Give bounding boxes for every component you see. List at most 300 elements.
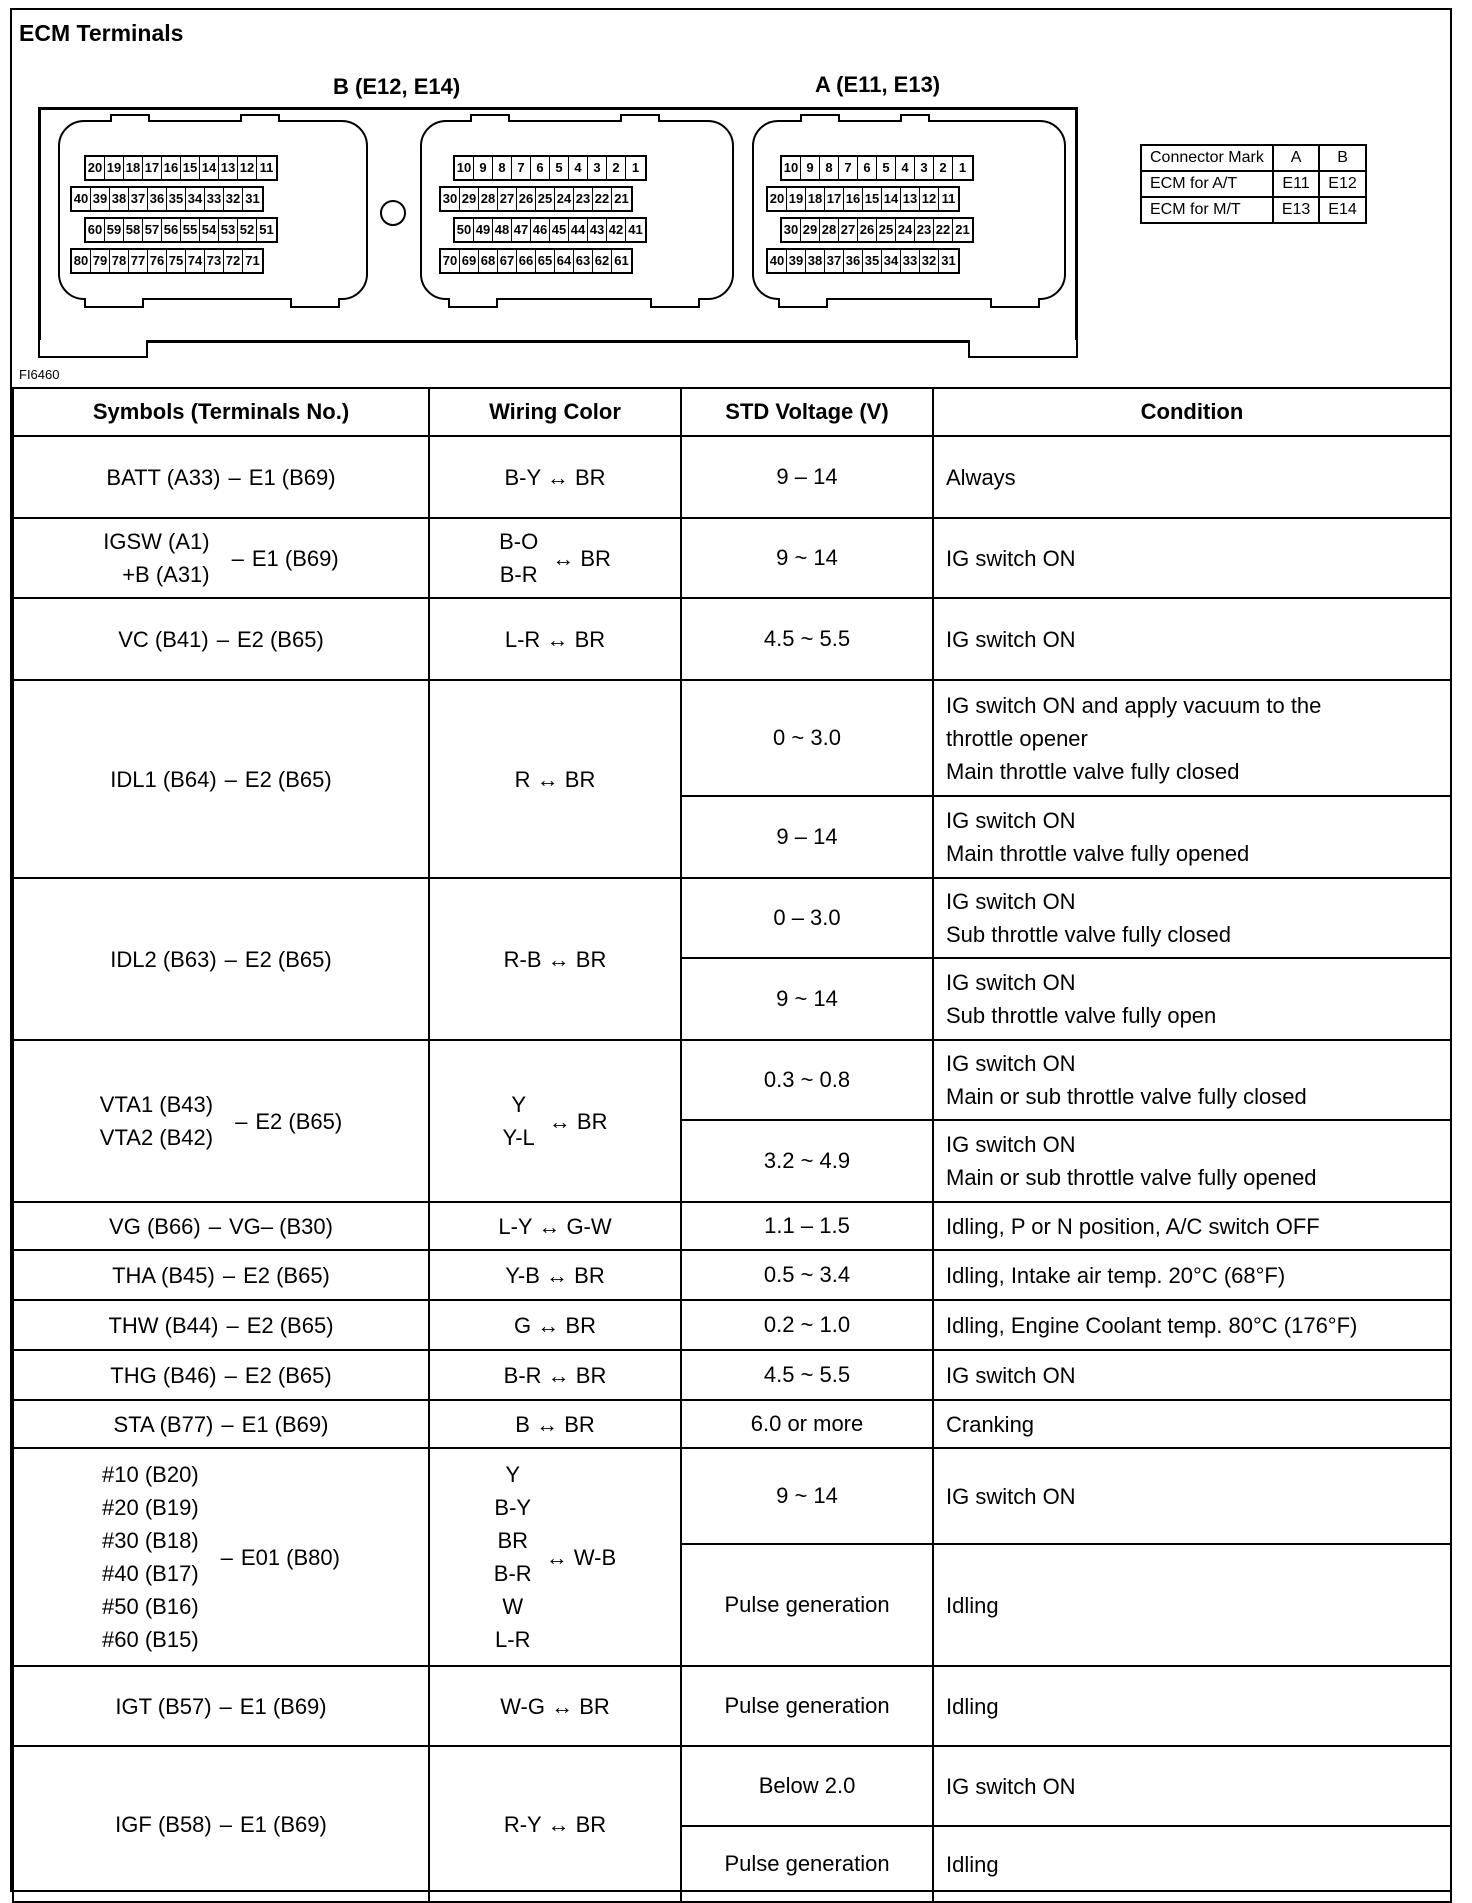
terminal-symbol: STA (B77): [113, 1411, 214, 1437]
pin: 27: [839, 219, 858, 241]
condition-line: IG switch ON: [946, 1132, 1076, 1157]
ground-symbol: E2 (B65): [244, 946, 332, 972]
wire-cell: [429, 1448, 681, 1666]
pin: 2: [934, 157, 953, 179]
wire-color: B-Y: [494, 1495, 532, 1520]
wire-color: BR: [564, 1411, 595, 1437]
connector-mid-row1: [453, 155, 647, 181]
condition-cell: Idling: [933, 1544, 1451, 1666]
pin: 28: [479, 188, 498, 210]
pin: 59: [105, 219, 124, 241]
table-row: [13, 1666, 1451, 1746]
terminal-symbol: IDL2 (B63): [110, 946, 217, 972]
pin: 39: [91, 188, 110, 210]
voltage-cell: 9 – 14: [681, 436, 933, 518]
pin: 30: [782, 219, 801, 241]
terminal-symbol: VTA2 (B42): [99, 1125, 214, 1150]
dash: –: [224, 766, 237, 792]
wire-color: BR: [497, 1528, 529, 1553]
wire-color: L-R: [504, 626, 541, 652]
pin: 7: [839, 157, 858, 179]
condition-cell: IG switch ON: [933, 598, 1451, 680]
terminal-symbol: #20 (B19): [102, 1495, 199, 1520]
terminal-symbol: BATT (A33): [106, 464, 221, 490]
table-row: [13, 598, 1451, 680]
pin: 7: [512, 157, 531, 179]
dash: –: [219, 1811, 232, 1837]
pin: 41: [628, 222, 643, 237]
wire-cell: [429, 1746, 681, 1902]
ground-symbol: E01 (B80): [240, 1544, 340, 1570]
condition-line: IG switch ON: [946, 889, 1076, 914]
mark-header: A: [1273, 145, 1319, 171]
pin: 11: [259, 160, 274, 175]
dash: –: [208, 1213, 221, 1239]
terminal-symbol: THA (B45): [112, 1262, 215, 1288]
condition-cell: [933, 1120, 1451, 1202]
arrow-icon: ↔: [536, 766, 559, 792]
terminal-symbol: #50 (B16): [102, 1594, 199, 1619]
wire-color: Y: [511, 1092, 526, 1117]
voltage-cell: 6.0 or more: [681, 1400, 933, 1448]
table-row: [13, 1448, 1451, 1544]
foot: [778, 298, 828, 308]
pin: 77: [129, 250, 148, 272]
terminal-symbol: IGF (B58): [115, 1811, 212, 1837]
pin: 80: [72, 250, 91, 272]
table-row: [13, 1400, 1451, 1448]
symbol-cell: [13, 878, 429, 1040]
wire-color: B-R: [503, 1362, 542, 1388]
ecm-foot-right: [968, 340, 1078, 358]
latch: [800, 114, 840, 122]
ground-symbol: VG– (B30): [229, 1213, 333, 1239]
table-row: [13, 518, 1451, 598]
connector-mid-row4: [439, 248, 633, 274]
ecm-foot-left: [38, 340, 148, 358]
wire-color: W-G: [500, 1693, 545, 1719]
voltage-cell: 4.5 ~ 5.5: [681, 1350, 933, 1400]
condition-cell: [933, 878, 1451, 958]
pin: 43: [588, 219, 607, 241]
pin: 63: [574, 250, 593, 272]
terminal-symbol: THW (B44): [108, 1312, 219, 1338]
pin: 5: [877, 157, 896, 179]
symbol-cell: [13, 598, 429, 680]
arrow-icon: ↔: [545, 1544, 568, 1570]
ground-symbol: E2 (B65): [236, 626, 324, 652]
pin: 72: [224, 250, 243, 272]
table-row: [13, 1202, 1451, 1250]
wire-cell: [429, 1666, 681, 1746]
foot: [990, 298, 1040, 308]
pin: 14: [882, 188, 901, 210]
wire-color: R-Y: [503, 1811, 542, 1837]
wire-color: W: [502, 1594, 524, 1619]
pin: 31: [245, 191, 260, 206]
wire-color: B-R: [493, 1561, 532, 1586]
arrow-icon: ↔: [546, 626, 569, 652]
pin: 1: [631, 160, 640, 175]
wire-color: R-B: [503, 946, 542, 972]
wire-cell: [429, 878, 681, 1040]
table-row: [13, 878, 1451, 958]
condition-cell: [933, 958, 1451, 1040]
terminal-symbol: #40 (B17): [102, 1561, 199, 1586]
voltage-cell: Pulse generation: [681, 1826, 933, 1902]
pin: 54: [200, 219, 219, 241]
symbol-cell: [13, 1250, 429, 1300]
pin: 8: [820, 157, 839, 179]
ground-symbol: E2 (B65): [244, 1362, 332, 1388]
pin: 20: [86, 157, 105, 179]
arrow-icon: ↔: [536, 1411, 559, 1437]
ground-symbol: E1 (B69): [239, 1693, 327, 1719]
voltage-cell: 9 – 14: [681, 796, 933, 878]
wire-color: BR: [574, 1262, 605, 1288]
connector-b-row2: [70, 186, 264, 212]
symbol-cell: [13, 1746, 429, 1902]
pin: 21: [614, 191, 629, 206]
dash: –: [226, 1312, 239, 1338]
condition-line: throttle opener: [946, 725, 1088, 751]
voltage-cell: 0 ~ 3.0: [681, 680, 933, 796]
pin: 9: [801, 157, 820, 179]
condition-cell: Idling, Intake air temp. 20°C (68°F): [933, 1250, 1451, 1300]
pin: 32: [224, 188, 243, 210]
dash: –: [222, 1262, 236, 1288]
pin: 65: [536, 250, 555, 272]
pin: 26: [858, 219, 877, 241]
pin: 22: [593, 188, 612, 210]
wire-color: G: [514, 1312, 532, 1338]
pin: 10: [455, 157, 474, 179]
pin: 29: [460, 188, 479, 210]
pin: 27: [498, 188, 517, 210]
arrow-icon: ↔: [538, 1213, 561, 1239]
pin: 31: [941, 253, 956, 268]
latch: [470, 114, 510, 122]
pin: 73: [205, 250, 224, 272]
pin: 19: [787, 188, 806, 210]
table-row: [13, 1250, 1451, 1300]
terminal-symbol: VTA1 (B43): [99, 1092, 214, 1117]
wire-color: B-Y: [504, 464, 541, 490]
ground-symbol: E1 (B69): [241, 1411, 329, 1437]
table-row: [13, 680, 1451, 796]
mark-cell: E11: [1273, 171, 1319, 197]
pin: 17: [825, 188, 844, 210]
latch: [110, 114, 150, 122]
pin: 14: [200, 157, 219, 179]
terminal-symbol: #30 (B18): [102, 1528, 199, 1553]
pin: 42: [607, 219, 626, 241]
pin: 37: [825, 250, 844, 272]
condition-line: Main or sub throttle valve fully closed: [946, 1084, 1307, 1109]
col-header-voltage: STD Voltage (V): [681, 388, 933, 436]
wire-cell: [429, 1040, 681, 1202]
pin: 16: [162, 157, 181, 179]
connector-a-row2: [766, 186, 960, 212]
section-title: ECM Terminals: [19, 20, 184, 46]
wire-color: BR: [575, 946, 607, 972]
ground-symbol: E2 (B65): [246, 1312, 334, 1338]
pin: 16: [844, 188, 863, 210]
symbol-cell: [13, 1448, 429, 1666]
condition-cell: [933, 1040, 1451, 1120]
pin: 17: [143, 157, 162, 179]
condition-line: Sub throttle valve fully open: [946, 1003, 1217, 1028]
pin: 33: [205, 188, 224, 210]
pin: 22: [934, 219, 953, 241]
connector-b-row3: [84, 217, 278, 243]
wire-color: BR: [574, 464, 606, 490]
pin: 9: [474, 157, 493, 179]
pin: 40: [72, 188, 91, 210]
pin: 23: [574, 188, 593, 210]
wire-color: B-R: [499, 562, 538, 587]
symbol-cell: [13, 436, 429, 518]
pin: 46: [531, 219, 550, 241]
dash: –: [224, 946, 237, 972]
table-row: [13, 1040, 1451, 1120]
pin: 15: [181, 157, 200, 179]
voltage-cell: 3.2 ~ 4.9: [681, 1120, 933, 1202]
pin: 37: [129, 188, 148, 210]
pin: 29: [801, 219, 820, 241]
terminal-symbol: VG (B66): [109, 1213, 201, 1239]
pin: 52: [238, 219, 257, 241]
pin: 12: [920, 188, 939, 210]
pin: 51: [259, 222, 274, 237]
dash: –: [231, 545, 244, 571]
pin: 66: [517, 250, 536, 272]
condition-line: IG switch ON: [946, 808, 1076, 833]
pin: 35: [167, 188, 186, 210]
table-row: [13, 1350, 1451, 1400]
wire-color: B-O: [499, 529, 539, 554]
pin: 36: [844, 250, 863, 272]
pin: 34: [186, 188, 205, 210]
mark-header: Connector Mark: [1141, 145, 1273, 171]
condition-cell: Idling, Engine Coolant temp. 80°C (176°F): [933, 1300, 1451, 1350]
terminal-symbol: +B (A31): [122, 562, 210, 587]
connector-a-row3: [780, 217, 974, 243]
condition-line: Main throttle valve fully opened: [946, 841, 1250, 866]
pin: 25: [536, 188, 555, 210]
pin: 68: [479, 250, 498, 272]
ground-symbol: E2 (B65): [255, 1108, 343, 1134]
figure-code: FI6460: [19, 367, 60, 382]
ground-symbol: E1 (B69): [248, 464, 336, 490]
wire-color: R: [514, 766, 531, 792]
symbol-cell: [13, 1666, 429, 1746]
pin: 78: [110, 250, 129, 272]
arrow-icon: ↔: [546, 464, 569, 490]
pin: 38: [110, 188, 129, 210]
condition-cell: [933, 796, 1451, 878]
voltage-cell: 9 ~ 14: [681, 958, 933, 1040]
pin: 3: [588, 157, 607, 179]
pin: 64: [555, 250, 574, 272]
symbol-cell: [13, 1040, 429, 1202]
foot: [84, 298, 144, 308]
pin: 30: [441, 188, 460, 210]
connector-a-row4: [766, 248, 960, 274]
condition-cell: Cranking: [933, 1400, 1451, 1448]
wire-color: W-B: [573, 1544, 617, 1570]
pin: 35: [863, 250, 882, 272]
terminal-symbol: IGSW (A1): [103, 529, 210, 554]
pin: 24: [555, 188, 574, 210]
dash: –: [219, 1693, 232, 1719]
pin: 69: [460, 250, 479, 272]
wire-cell: [429, 518, 681, 598]
pin: 45: [550, 219, 569, 241]
terminal-symbol: IGT (B57): [115, 1693, 212, 1719]
wire-color: BR: [579, 1693, 610, 1719]
condition-cell: Idling, P or N position, A/C switch OFF: [933, 1202, 1451, 1250]
pin: 20: [768, 188, 787, 210]
symbol-cell: [13, 1300, 429, 1350]
symbol-cell: [13, 1400, 429, 1448]
connector-a-label: A (E11, E13): [815, 72, 941, 97]
pin: 10: [782, 157, 801, 179]
dash: –: [224, 1362, 237, 1388]
ground-symbol: E1 (B69): [240, 1811, 327, 1837]
ground-symbol: E2 (B65): [243, 1262, 330, 1288]
pin: 19: [105, 157, 124, 179]
wire-color: B: [515, 1411, 530, 1437]
terminal-symbol: #60 (B15): [102, 1627, 199, 1652]
arrow-icon: ↔: [537, 1312, 560, 1338]
pin: 79: [91, 250, 110, 272]
pin: 18: [124, 157, 143, 179]
arrow-icon: ↔: [547, 1811, 570, 1837]
ground-symbol: E2 (B65): [244, 766, 332, 792]
foot: [650, 298, 700, 308]
symbol-cell: [13, 1202, 429, 1250]
wire-cell: [429, 1400, 681, 1448]
pin: 13: [219, 157, 238, 179]
pin: 26: [517, 188, 536, 210]
wire-color: G-W: [566, 1213, 612, 1239]
condition-cell: Idling: [933, 1826, 1451, 1902]
wire-color: BR: [580, 545, 611, 571]
pin: 28: [820, 219, 839, 241]
connector-mid-row2: [439, 186, 633, 212]
connector-b-row4: [70, 248, 264, 274]
pin: 40: [768, 250, 787, 272]
arrow-icon: ↔: [547, 946, 570, 972]
mark-cell: ECM for M/T: [1141, 197, 1273, 223]
voltage-cell: Pulse generation: [681, 1666, 933, 1746]
pin: 67: [498, 250, 517, 272]
wire-cell: [429, 1202, 681, 1250]
mark-cell: ECM for A/T: [1141, 171, 1273, 197]
terminal-symbol: IDL1 (B64): [110, 766, 217, 792]
connector-b-row1: [84, 155, 278, 181]
pin: 61: [614, 253, 629, 268]
ecm-terminal-table: [12, 387, 1452, 1903]
voltage-cell: Below 2.0: [681, 1746, 933, 1826]
pin: 76: [148, 250, 167, 272]
condition-line: Main throttle valve fully closed: [946, 758, 1240, 784]
condition-line: Sub throttle valve fully closed: [946, 922, 1231, 947]
condition-line: Main or sub throttle valve fully opened: [946, 1165, 1317, 1190]
pin: 25: [877, 219, 896, 241]
pin: 58: [124, 219, 143, 241]
condition-line: IG switch ON: [946, 1051, 1076, 1076]
dash: –: [220, 1544, 233, 1570]
wire-cell: [429, 1250, 681, 1300]
pin: 71: [245, 253, 260, 268]
pin: 38: [806, 250, 825, 272]
wire-color: BR: [564, 766, 596, 792]
pin: 4: [896, 157, 915, 179]
wire-cell: [429, 436, 681, 518]
wire-color: BR: [575, 1811, 607, 1837]
symbol-cell: [13, 680, 429, 878]
pin: 11: [941, 191, 956, 206]
voltage-cell: 0.2 ~ 1.0: [681, 1300, 933, 1350]
pin: 15: [863, 188, 882, 210]
voltage-cell: Pulse generation: [681, 1544, 933, 1666]
wire-color: Y-L: [502, 1125, 535, 1150]
voltage-cell: 9 ~ 14: [681, 1448, 933, 1544]
pin: 48: [493, 219, 512, 241]
symbol-cell: [13, 1350, 429, 1400]
table-row: [13, 436, 1451, 518]
voltage-cell: 4.5 ~ 5.5: [681, 598, 933, 680]
wire-cell: [429, 1350, 681, 1400]
connector-mark-table: [1140, 144, 1367, 224]
latch: [620, 114, 660, 122]
pin: 74: [186, 250, 205, 272]
pin: 36: [148, 188, 167, 210]
pin: 5: [550, 157, 569, 179]
pin: 60: [86, 219, 105, 241]
voltage-cell: 0.5 ~ 3.4: [681, 1250, 933, 1300]
pin: 70: [441, 250, 460, 272]
latch: [240, 114, 280, 122]
voltage-cell: 9 ~ 14: [681, 518, 933, 598]
wire-color: L-Y: [498, 1213, 533, 1239]
pin: 4: [569, 157, 588, 179]
condition-cell: Always: [933, 436, 1451, 518]
dash: –: [235, 1108, 248, 1134]
voltage-cell: 1.1 – 1.5: [681, 1202, 933, 1250]
terminal-symbol: #10 (B20): [102, 1462, 199, 1487]
mark-cell: E14: [1319, 197, 1365, 223]
wire-color: BR: [576, 1108, 608, 1134]
wire-color: BR: [575, 1362, 607, 1388]
foot: [290, 298, 340, 308]
arrow-icon: ↔: [551, 1693, 574, 1719]
pin: 18: [806, 188, 825, 210]
pin: 6: [531, 157, 550, 179]
pin: 1: [958, 160, 967, 175]
pin: 47: [512, 219, 531, 241]
pin: 23: [915, 219, 934, 241]
pin: 53: [219, 219, 238, 241]
wire-cell: [429, 1300, 681, 1350]
pin: 39: [787, 250, 806, 272]
wire-color: L-R: [495, 1627, 531, 1652]
pin: 32: [920, 250, 939, 272]
foot: [448, 298, 498, 308]
col-header-condition: Condition: [933, 388, 1451, 436]
